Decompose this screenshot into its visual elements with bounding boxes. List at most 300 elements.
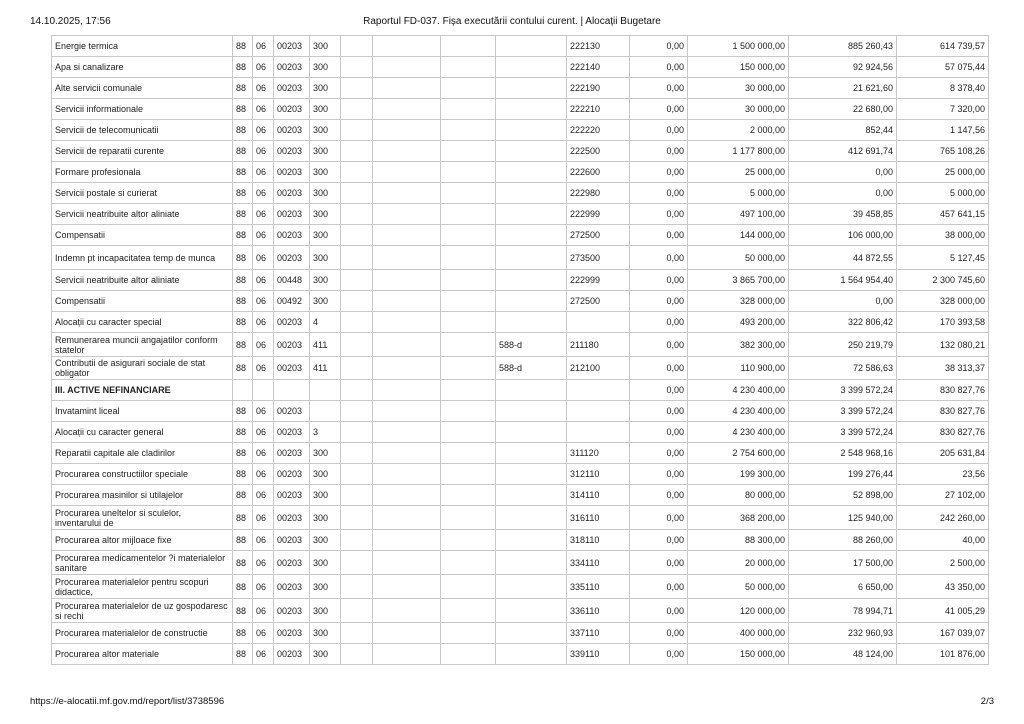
amount-executed: 78 994,71 <box>789 599 897 623</box>
code-empty-3 <box>441 530 496 551</box>
amount-balance: 2 300 745,60 <box>897 270 989 291</box>
code-empty-2 <box>373 599 441 623</box>
eco-code: 272500 <box>567 225 630 246</box>
code-subgroup: 06 <box>253 575 274 599</box>
budget-line-name: III. ACTIVE NEFINANCIARE <box>52 380 233 401</box>
code-group: 88 <box>233 291 253 312</box>
amount-executed: 72 586,63 <box>789 357 897 380</box>
code-empty-1 <box>341 204 373 225</box>
code-program: 00203 <box>274 204 310 225</box>
code-subgroup: 06 <box>253 36 274 57</box>
code-program <box>274 380 310 401</box>
amount-balance: 40,00 <box>897 530 989 551</box>
code-program: 00203 <box>274 506 310 530</box>
code-empty-2 <box>373 270 441 291</box>
table-row <box>52 291 989 312</box>
code-empty-1 <box>341 312 373 333</box>
code-empty-2 <box>373 333 441 357</box>
code-empty-3 <box>441 443 496 464</box>
budget-line-name: Servicii neatribuite altor aliniate <box>52 204 233 225</box>
budget-line-name: Servicii neatribuite altor aliniate <box>52 270 233 291</box>
code-empty-2 <box>373 644 441 665</box>
budget-line-name: Alte servicii comunale <box>52 78 233 99</box>
code-empty-1 <box>341 99 373 120</box>
table-row <box>52 99 989 120</box>
amount-balance: 5 127,45 <box>897 246 989 270</box>
amount-balance: 43 350,00 <box>897 575 989 599</box>
eco-code: 222980 <box>567 183 630 204</box>
amount-balance: 25 000,00 <box>897 162 989 183</box>
code-program: 00203 <box>274 551 310 575</box>
code-empty-3 <box>441 99 496 120</box>
amount-balance: 457 641,15 <box>897 204 989 225</box>
code-empty-2 <box>373 78 441 99</box>
code-project <box>496 599 567 623</box>
budget-line-name: Servicii de reparatii curente <box>52 141 233 162</box>
code-project: 588-d <box>496 357 567 380</box>
code-project <box>496 506 567 530</box>
code-subgroup: 06 <box>253 99 274 120</box>
eco-code: 312110 <box>567 464 630 485</box>
table-row <box>52 57 989 78</box>
code-subgroup: 06 <box>253 333 274 357</box>
amount-executed: 0,00 <box>789 291 897 312</box>
amount-executed: 852,44 <box>789 120 897 141</box>
amount-balance: 132 080,21 <box>897 333 989 357</box>
code-empty-2 <box>373 246 441 270</box>
code-project <box>496 120 567 141</box>
amount-specified: 120 000,00 <box>688 599 789 623</box>
amount-specified: 150 000,00 <box>688 57 789 78</box>
code-source: 300 <box>310 204 341 225</box>
code-empty-3 <box>441 380 496 401</box>
code-project <box>496 551 567 575</box>
budget-line-name: Energie termica <box>52 36 233 57</box>
code-empty-1 <box>341 422 373 443</box>
amount-specified: 368 200,00 <box>688 506 789 530</box>
code-subgroup: 06 <box>253 422 274 443</box>
amount-specified: 30 000,00 <box>688 99 789 120</box>
code-project <box>496 36 567 57</box>
code-group: 88 <box>233 575 253 599</box>
code-subgroup: 06 <box>253 141 274 162</box>
amount-approved: 0,00 <box>630 506 688 530</box>
code-group: 88 <box>233 246 253 270</box>
code-project <box>496 162 567 183</box>
eco-code: 222210 <box>567 99 630 120</box>
table-row <box>52 422 989 443</box>
amount-balance: 830 827,76 <box>897 422 989 443</box>
budget-line-name: Compensatii <box>52 291 233 312</box>
amount-approved: 0,00 <box>630 333 688 357</box>
table-row <box>52 225 989 246</box>
amount-specified: 80 000,00 <box>688 485 789 506</box>
code-empty-3 <box>441 422 496 443</box>
code-empty-3 <box>441 506 496 530</box>
print-datetime: 14.10.2025, 17:56 <box>30 16 111 27</box>
code-empty-2 <box>373 99 441 120</box>
code-source: 300 <box>310 162 341 183</box>
table-row <box>52 506 989 530</box>
amount-specified: 3 865 700,00 <box>688 270 789 291</box>
code-source: 300 <box>310 183 341 204</box>
amount-approved: 0,00 <box>630 57 688 78</box>
code-group: 88 <box>233 99 253 120</box>
budget-line-name: Alocații cu caracter general <box>52 422 233 443</box>
code-project <box>496 225 567 246</box>
code-program: 00203 <box>274 141 310 162</box>
code-subgroup: 06 <box>253 162 274 183</box>
eco-code: 336110 <box>567 599 630 623</box>
amount-approved: 0,00 <box>630 599 688 623</box>
code-program: 00203 <box>274 36 310 57</box>
table-row <box>52 485 989 506</box>
budget-line-name: Servicii informationale <box>52 99 233 120</box>
eco-code <box>567 401 630 422</box>
code-empty-2 <box>373 225 441 246</box>
amount-executed: 6 650,00 <box>789 575 897 599</box>
code-empty-2 <box>373 443 441 464</box>
code-group: 88 <box>233 333 253 357</box>
budget-line-name: Compensatii <box>52 225 233 246</box>
code-project <box>496 443 567 464</box>
code-group: 88 <box>233 57 253 78</box>
code-empty-1 <box>341 506 373 530</box>
code-project <box>496 530 567 551</box>
eco-code: 316110 <box>567 506 630 530</box>
code-program: 00203 <box>274 644 310 665</box>
amount-approved: 0,00 <box>630 551 688 575</box>
amount-balance: 8 378,40 <box>897 78 989 99</box>
code-empty-3 <box>441 644 496 665</box>
table-row <box>52 120 989 141</box>
amount-approved: 0,00 <box>630 141 688 162</box>
amount-specified: 382 300,00 <box>688 333 789 357</box>
amount-approved: 0,00 <box>630 422 688 443</box>
amount-specified: 50 000,00 <box>688 575 789 599</box>
code-empty-3 <box>441 357 496 380</box>
budget-line-name: Servicii de telecomunicatii <box>52 120 233 141</box>
amount-specified: 110 900,00 <box>688 357 789 380</box>
code-program: 00203 <box>274 575 310 599</box>
code-subgroup <box>253 380 274 401</box>
code-empty-3 <box>441 599 496 623</box>
table-row <box>52 204 989 225</box>
code-project <box>496 183 567 204</box>
page-url[interactable]: https://e-alocatii.mf.gov.md/report/list/3738596 <box>30 696 225 707</box>
amount-balance: 7 320,00 <box>897 99 989 120</box>
code-source: 300 <box>310 99 341 120</box>
code-group: 88 <box>233 485 253 506</box>
code-source <box>310 401 341 422</box>
amount-approved: 0,00 <box>630 357 688 380</box>
amount-specified: 20 000,00 <box>688 551 789 575</box>
code-empty-3 <box>441 575 496 599</box>
table-row <box>52 599 989 623</box>
code-empty-2 <box>373 183 441 204</box>
amount-approved: 0,00 <box>630 99 688 120</box>
code-empty-1 <box>341 401 373 422</box>
amount-approved: 0,00 <box>630 291 688 312</box>
budget-line-name: Reparatii capitale ale cladirilor <box>52 443 233 464</box>
code-source: 411 <box>310 357 341 380</box>
code-group: 88 <box>233 530 253 551</box>
code-source <box>310 380 341 401</box>
amount-balance: 614 739,57 <box>897 36 989 57</box>
code-subgroup: 06 <box>253 204 274 225</box>
amount-specified: 328 000,00 <box>688 291 789 312</box>
amount-approved: 0,00 <box>630 183 688 204</box>
code-empty-2 <box>373 291 441 312</box>
code-empty-1 <box>341 78 373 99</box>
code-empty-1 <box>341 246 373 270</box>
eco-code: 211180 <box>567 333 630 357</box>
eco-code <box>567 422 630 443</box>
code-group: 88 <box>233 141 253 162</box>
code-project <box>496 380 567 401</box>
amount-approved: 0,00 <box>630 270 688 291</box>
code-project <box>496 623 567 644</box>
code-program: 00203 <box>274 623 310 644</box>
code-project <box>496 270 567 291</box>
eco-code: 222130 <box>567 36 630 57</box>
code-empty-2 <box>373 401 441 422</box>
code-group: 88 <box>233 443 253 464</box>
code-empty-2 <box>373 485 441 506</box>
code-project <box>496 78 567 99</box>
code-subgroup: 06 <box>253 623 274 644</box>
amount-balance: 1 147,56 <box>897 120 989 141</box>
code-empty-1 <box>341 599 373 623</box>
eco-code: 222140 <box>567 57 630 78</box>
amount-balance: 170 393,58 <box>897 312 989 333</box>
amount-executed: 3 399 572,24 <box>789 422 897 443</box>
eco-code: 222500 <box>567 141 630 162</box>
amount-executed: 39 458,85 <box>789 204 897 225</box>
amount-specified: 2 000,00 <box>688 120 789 141</box>
code-empty-1 <box>341 551 373 575</box>
amount-specified: 4 230 400,00 <box>688 422 789 443</box>
code-subgroup: 06 <box>253 78 274 99</box>
code-project <box>496 99 567 120</box>
amount-executed: 21 621,60 <box>789 78 897 99</box>
code-empty-3 <box>441 291 496 312</box>
code-empty-1 <box>341 644 373 665</box>
budget-line-name: Remunerarea muncii angajatilor conform statelor <box>52 333 233 357</box>
code-empty-3 <box>441 623 496 644</box>
amount-balance: 41 005,29 <box>897 599 989 623</box>
eco-code: 335110 <box>567 575 630 599</box>
amount-executed: 322 806,42 <box>789 312 897 333</box>
page-number: 2/3 <box>980 696 994 707</box>
amount-approved: 0,00 <box>630 162 688 183</box>
code-empty-1 <box>341 162 373 183</box>
budget-line-name: Procurarea medicamentelor ?i materialelor sanitare <box>52 551 233 575</box>
code-empty-2 <box>373 380 441 401</box>
code-source: 300 <box>310 506 341 530</box>
code-program: 00203 <box>274 57 310 78</box>
code-empty-2 <box>373 623 441 644</box>
code-empty-3 <box>441 162 496 183</box>
code-source: 3 <box>310 422 341 443</box>
amount-approved: 0,00 <box>630 464 688 485</box>
code-empty-2 <box>373 575 441 599</box>
code-subgroup: 06 <box>253 443 274 464</box>
code-program: 00203 <box>274 225 310 246</box>
code-subgroup: 06 <box>253 57 274 78</box>
code-program: 00492 <box>274 291 310 312</box>
amount-balance: 167 039,07 <box>897 623 989 644</box>
table-row <box>52 36 989 57</box>
code-empty-1 <box>341 141 373 162</box>
table-row <box>52 380 989 401</box>
amount-balance: 242 260,00 <box>897 506 989 530</box>
table-row <box>52 464 989 485</box>
code-program: 00203 <box>274 464 310 485</box>
code-project <box>496 422 567 443</box>
code-group: 88 <box>233 183 253 204</box>
code-group: 88 <box>233 357 253 380</box>
eco-code: 222999 <box>567 204 630 225</box>
code-empty-3 <box>441 312 496 333</box>
eco-code: 273500 <box>567 246 630 270</box>
code-source: 300 <box>310 57 341 78</box>
code-empty-3 <box>441 57 496 78</box>
eco-code: 334110 <box>567 551 630 575</box>
code-subgroup: 06 <box>253 357 274 380</box>
code-program: 00203 <box>274 312 310 333</box>
code-empty-2 <box>373 312 441 333</box>
code-project <box>496 575 567 599</box>
budget-line-name: Procurarea altor mijloace fixe <box>52 530 233 551</box>
eco-code: 222220 <box>567 120 630 141</box>
amount-approved: 0,00 <box>630 312 688 333</box>
code-program: 00203 <box>274 246 310 270</box>
code-empty-2 <box>373 204 441 225</box>
eco-code <box>567 380 630 401</box>
code-empty-3 <box>441 485 496 506</box>
code-group <box>233 380 253 401</box>
code-group: 88 <box>233 464 253 485</box>
code-group: 88 <box>233 422 253 443</box>
code-empty-3 <box>441 120 496 141</box>
table-row <box>52 183 989 204</box>
code-source: 300 <box>310 623 341 644</box>
amount-executed: 106 000,00 <box>789 225 897 246</box>
code-empty-2 <box>373 57 441 78</box>
code-empty-1 <box>341 464 373 485</box>
amount-specified: 150 000,00 <box>688 644 789 665</box>
code-subgroup: 06 <box>253 225 274 246</box>
code-project: 588-d <box>496 333 567 357</box>
budget-line-name: Procurarea constructiilor speciale <box>52 464 233 485</box>
report-table <box>51 35 989 665</box>
amount-executed: 250 219,79 <box>789 333 897 357</box>
code-source: 300 <box>310 141 341 162</box>
amount-executed: 92 924,56 <box>789 57 897 78</box>
amount-balance: 765 108,26 <box>897 141 989 162</box>
code-source: 300 <box>310 599 341 623</box>
budget-line-name: Formare profesionala <box>52 162 233 183</box>
amount-approved: 0,00 <box>630 644 688 665</box>
code-empty-2 <box>373 464 441 485</box>
eco-code: 314110 <box>567 485 630 506</box>
amount-executed: 44 872,55 <box>789 246 897 270</box>
amount-approved: 0,00 <box>630 530 688 551</box>
amount-executed: 88 260,00 <box>789 530 897 551</box>
table-row <box>52 644 989 665</box>
code-group: 88 <box>233 506 253 530</box>
code-empty-3 <box>441 225 496 246</box>
code-source: 411 <box>310 333 341 357</box>
amount-balance: 57 075,44 <box>897 57 989 78</box>
amount-specified: 1 500 000,00 <box>688 36 789 57</box>
code-group: 88 <box>233 599 253 623</box>
eco-code: 212100 <box>567 357 630 380</box>
amount-specified: 493 200,00 <box>688 312 789 333</box>
code-empty-1 <box>341 333 373 357</box>
code-source: 300 <box>310 120 341 141</box>
code-project <box>496 644 567 665</box>
code-subgroup: 06 <box>253 270 274 291</box>
code-subgroup: 06 <box>253 183 274 204</box>
code-program: 00203 <box>274 485 310 506</box>
code-empty-1 <box>341 183 373 204</box>
code-empty-1 <box>341 443 373 464</box>
budget-line-name: Procurarea masinilor si utilajelor <box>52 485 233 506</box>
amount-balance: 38 000,00 <box>897 225 989 246</box>
amount-executed: 412 691,74 <box>789 141 897 162</box>
code-group: 88 <box>233 36 253 57</box>
code-empty-1 <box>341 623 373 644</box>
code-program: 00203 <box>274 422 310 443</box>
code-subgroup: 06 <box>253 485 274 506</box>
amount-specified: 25 000,00 <box>688 162 789 183</box>
amount-executed: 48 124,00 <box>789 644 897 665</box>
code-empty-2 <box>373 162 441 183</box>
code-subgroup: 06 <box>253 246 274 270</box>
table-row <box>52 333 989 357</box>
code-project <box>496 464 567 485</box>
code-program: 00203 <box>274 401 310 422</box>
amount-specified: 1 177 800,00 <box>688 141 789 162</box>
eco-code: 318110 <box>567 530 630 551</box>
amount-specified: 5 000,00 <box>688 183 789 204</box>
eco-code: 311120 <box>567 443 630 464</box>
code-empty-3 <box>441 183 496 204</box>
amount-balance: 23,56 <box>897 464 989 485</box>
code-group: 88 <box>233 225 253 246</box>
amount-balance: 101 876,00 <box>897 644 989 665</box>
code-source: 300 <box>310 225 341 246</box>
code-project <box>496 141 567 162</box>
budget-line-name: Apa si canalizare <box>52 57 233 78</box>
report-title: Raportul FD-037. Fișa executării contului curent. | Alocații Bugetare <box>363 16 661 27</box>
eco-code: 222600 <box>567 162 630 183</box>
amount-executed: 52 898,00 <box>789 485 897 506</box>
amount-balance: 2 500,00 <box>897 551 989 575</box>
table-row <box>52 246 989 270</box>
code-empty-3 <box>441 270 496 291</box>
code-source: 300 <box>310 78 341 99</box>
budget-line-name: Procurarea materialelor de constructie <box>52 623 233 644</box>
amount-approved: 0,00 <box>630 78 688 99</box>
budget-line-name: Invatamint liceal <box>52 401 233 422</box>
code-empty-3 <box>441 78 496 99</box>
code-program: 00203 <box>274 530 310 551</box>
budget-line-name: Procurarea materialelor pentru scopuri didactice, <box>52 575 233 599</box>
code-empty-2 <box>373 506 441 530</box>
